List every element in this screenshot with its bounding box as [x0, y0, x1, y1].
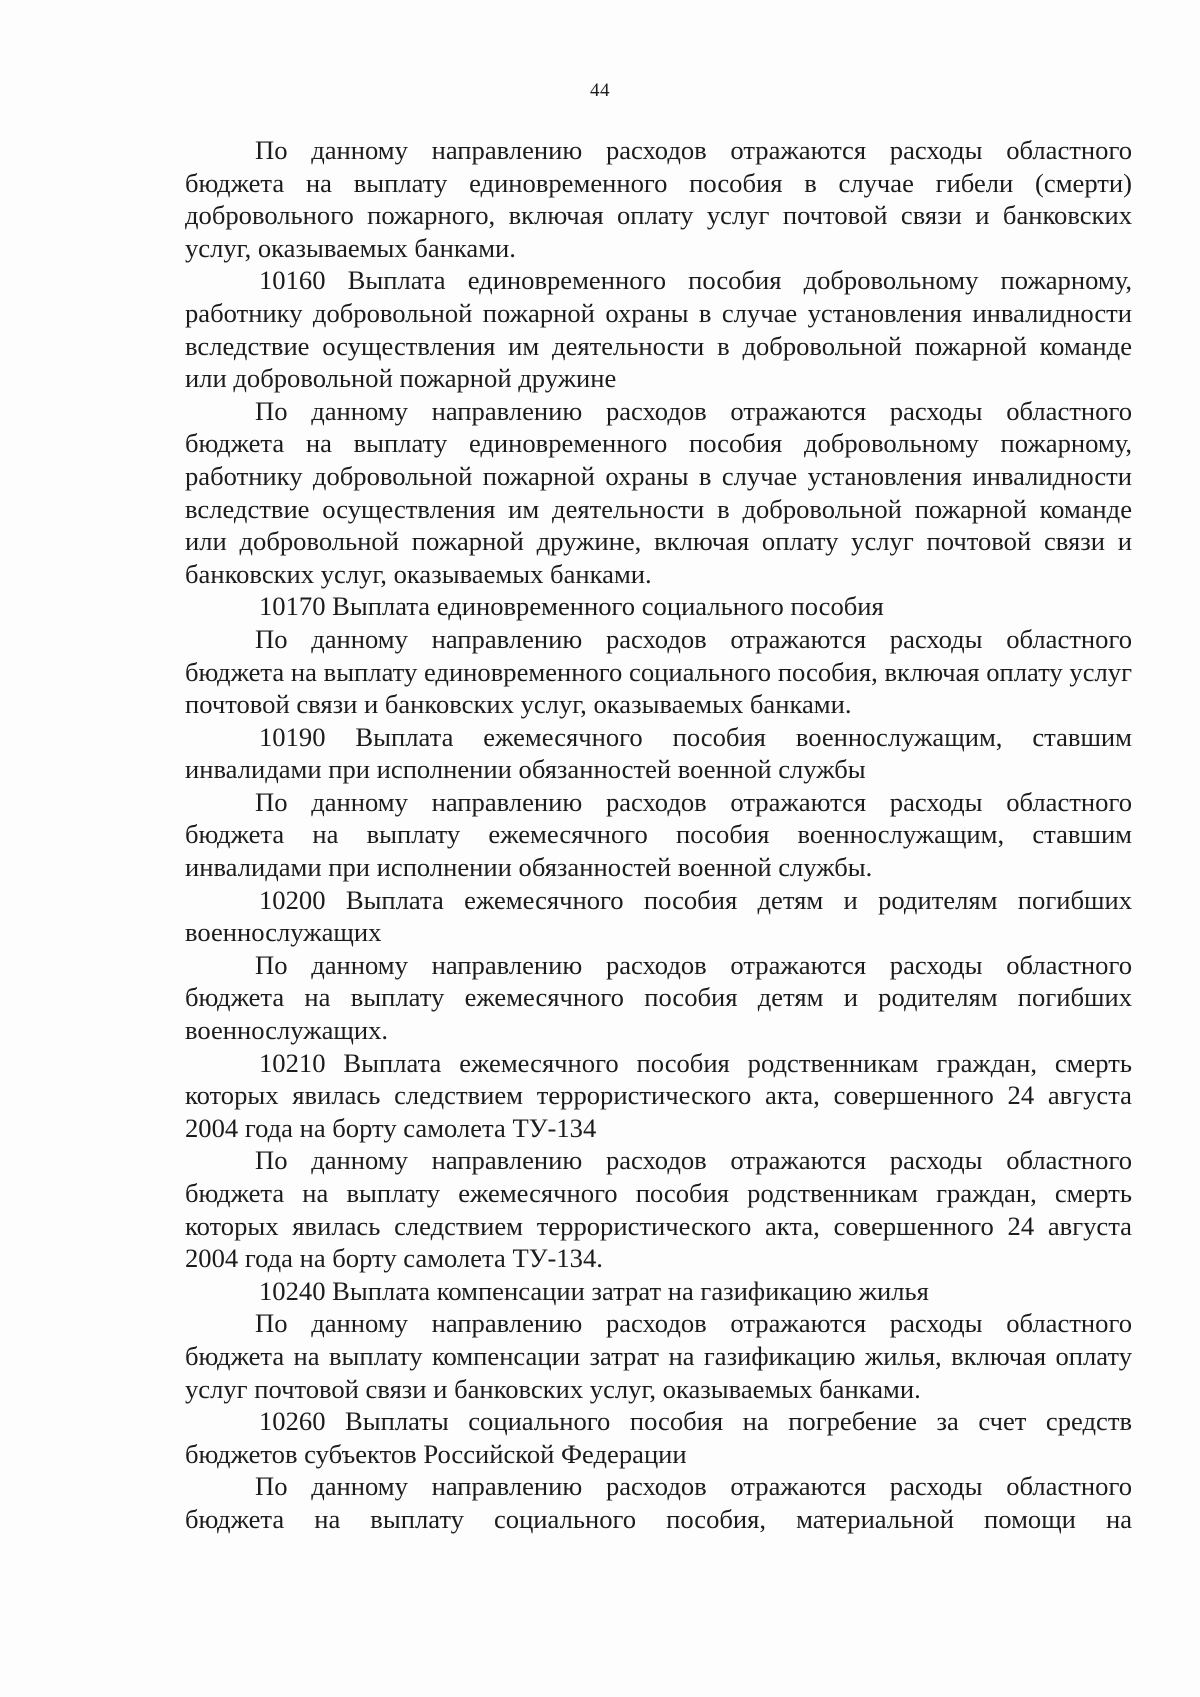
paragraph: По данному направлению расходов отражаются расходы областного бюджета на выплату компенсации затрат на газификацию жилья, включая оплату услуг почтовой связи и банковских услуг, оказываемых банками.	[185, 1308, 1132, 1404]
section-heading: 10210 Выплата ежемесячного пособия родственникам граждан, смерть которых явилась следствием террористического акта, совершенного 24 августа 2004 года на борту самолета ТУ-134	[185, 1047, 1132, 1143]
section-heading: 10170 Выплата единовременного социального пособия	[259, 591, 884, 622]
paragraph: По данному направлению расходов отражаются расходы областного бюджета на выплату ежемесячного пособия военнослужащим, ставшим инвалидами при исполнении обязанностей военной службы.	[185, 786, 1132, 883]
page-number: 44	[590, 80, 610, 101]
section-heading: 10160 Выплата единовременного пособия добровольному пожарному, работнику добровольной пожарной охраны в случае установления инвалидности вследствие осуществления им деятельности в добровольной пожарной команде или добровольной пожарной дружине	[185, 265, 1132, 394]
paragraph-continued: По данному направлению расходов отражаются расходы областного бюджета на выплату социального пособия, материальной помощи на	[185, 1471, 1132, 1534]
section-heading: 10190 Выплата ежемесячного пособия военнослужащим, ставшим инвалидами при исполнении обязанностей военной службы	[185, 721, 1132, 785]
paragraph: По данному направлению расходов отражаются расходы областного бюджета на выплату единовременного социального пособия, включая оплату услуг почтовой связи и банковских услуг, оказываемых банками.	[185, 623, 1132, 720]
paragraph: По данному направлению расходов отражаются расходы областного бюджета на выплату ежемесячного пособия детям и родителям погибших военнослужащих.	[185, 949, 1132, 1046]
section-heading: 10260 Выплаты социального пособия на погребение за счет средств бюджетов субъектов Российской Федерации	[185, 1406, 1132, 1469]
section-heading: 10240 Выплата компенсации затрат на газификацию жилья	[259, 1275, 929, 1306]
section-heading: 10200 Выплата ежемесячного пособия детям и родителям погибших военнослужащих	[185, 884, 1132, 948]
paragraph: По данному направлению расходов отражаются расходы областного бюджета на выплату ежемесячного пособия родственникам граждан, смерть которых явилась следствием террористического акта, совершенного 24 августа 2004 года на борту самолета ТУ-134.	[185, 1145, 1132, 1274]
document-body	[185, 134, 1132, 1536]
paragraph: По данному направлению расходов отражаются расходы областного бюджета на выплату единовременного пособия добровольному пожарному, работнику добровольной пожарной охраны в случае установления инвалидности вследствие осуществления им деятельности в добровольной пожарной команде или добровольной пожарной дружине, включая оплату услуг почтовой связи и банковских услуг, оказываемых банками.	[185, 395, 1132, 589]
paragraph: По данному направлению расходов отражаются расходы областного бюджета на выплату единовременного пособия в случае гибели (смерти) добровольного пожарного, включая оплату услуг почтовой связи и банковских услуг, оказываемых банками.	[185, 135, 1132, 263]
